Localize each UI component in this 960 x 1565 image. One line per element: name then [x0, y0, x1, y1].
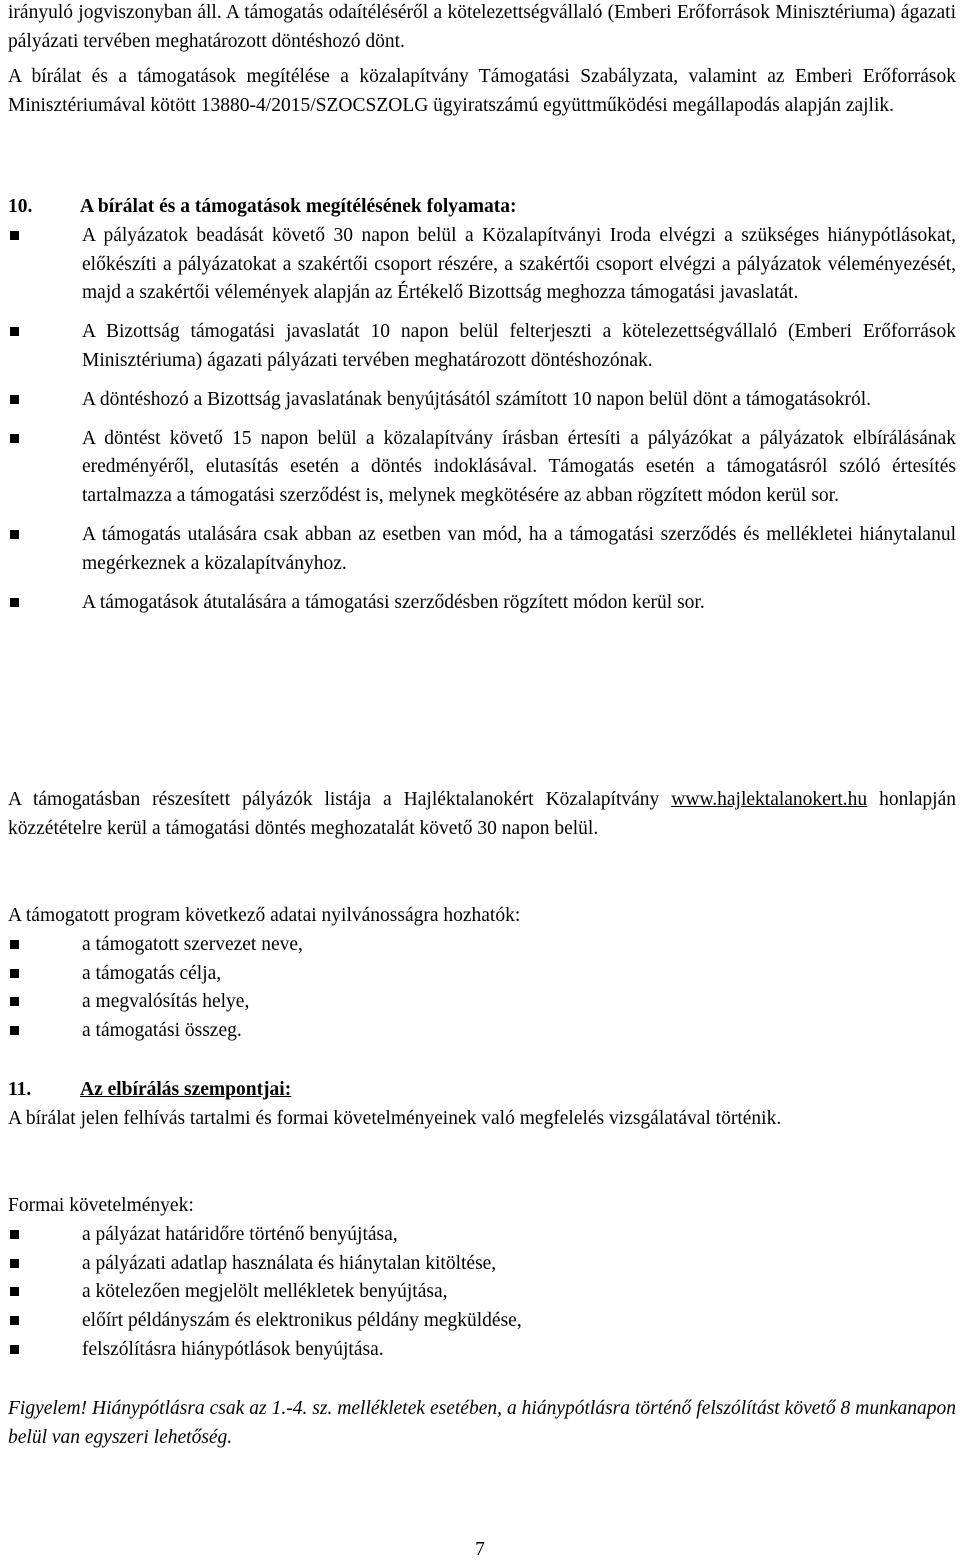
section-10 [8, 193, 956, 627]
list-item: a kötelezően megjelölt mellékletek benyújtása, [8, 1278, 956, 1307]
intro-paragraph-2 [8, 63, 956, 121]
list-item: A döntéshozó a Bizottság javaslatának benyújtásától számított 10 napon belül dönt a támogatásokról. [8, 386, 956, 415]
website-link[interactable]: www.hajlektalanokert.hu [671, 789, 868, 810]
square-bullet-icon [10, 598, 19, 607]
section-number: 10. [8, 196, 33, 217]
list-item: a támogatott szervezet neve, [8, 931, 956, 960]
section-number: 11. [8, 1079, 32, 1100]
list-item: A Bizottság támogatási javaslatát 10 napon belül felterjeszti a kötelezettségvállaló (Emberi Erőforrások Minisztériuma) ágazati pályázati tervében meghatározott döntéshozónak. [8, 318, 956, 376]
section-heading [8, 193, 956, 222]
paragraph-text: A támogatásban részesített pályázók listája a Hajléktalanokért Közalapítvány www.hajlektalanokert.hu honlapján közzétételre kerül a támogatási döntés meghozatalát követő 30 napon belül. [8, 789, 956, 839]
square-bullet-icon [10, 231, 19, 240]
paragraph-text: irányuló jogviszonyban áll. A támogatás odaítéléséről a kötelezettségvállaló (Emberi Erőforrások Minisztériuma) ágazati pályázati tervében meghatározott döntéshozó dönt. [8, 2, 956, 52]
square-bullet-icon [10, 1345, 19, 1354]
list-item: a pályázati adatlap használata és hiánytalan kitöltése, [8, 1250, 956, 1279]
list-item: A támogatás utalására csak abban az esetben van mód, ha a támogatási szerződés és mellékletei hiánytalanul megérkeznek a közalapítványhoz. [8, 521, 956, 579]
public-data-section [8, 902, 956, 1046]
list-item: a támogatás célja, [8, 960, 956, 989]
process-list [8, 222, 956, 618]
section-11 [8, 1076, 956, 1134]
intro-paragraph-1 [8, 0, 956, 57]
paragraph-text: A bírálat és a támogatások megítélése a közalapítvány Támogatási Szabályzata, valamint az Emberi Erőforrások Minisztériumával kötött 13880-4/2015/SZOCSZOLG ügyiratszámú együttműködési megállapodás alapján zajlik. [8, 66, 956, 116]
notice-paragraph [8, 1395, 956, 1453]
square-bullet-icon [10, 395, 19, 404]
square-bullet-icon [10, 1230, 19, 1239]
list-item: a támogatási összeg. [8, 1017, 956, 1046]
section-title: Az elbírálás szempontjai: [80, 1079, 292, 1100]
paragraph-text: A bírálat jelen felhívás tartalmi és formai követelményeinek való megfelelés vizsgálatával történik. [8, 1107, 782, 1129]
list-item: A döntést követő 15 napon belül a közalapítvány írásban értesíti a pályázókat a pályázatok elbírálásának eredményéről, elutasítás esetén a döntés indoklásával. Támogatás esetén a támogatásról szóló értesítés tartalmazza a támogatási szerződést is, melynek megkötésére az abban rögzített módon kerül sor. [8, 425, 956, 511]
list-item: a megvalósítás helye, [8, 988, 956, 1017]
paragraph-text: A támogatott program következő adatai nyilvánosságra hozhatók: [8, 905, 521, 926]
formal-requirements [8, 1192, 956, 1365]
formal-requirements-list [8, 1221, 956, 1365]
square-bullet-icon [10, 327, 19, 336]
notice-text: Figyelem! Hiánypótlásra csak az 1.-4. sz. mellékletek esetében, a hiánypótlásra történő felszólítást követő 8 munkanapon belül van egyszeri lehetőség. [8, 1398, 956, 1448]
square-bullet-icon [10, 1287, 19, 1296]
square-bullet-icon [10, 997, 19, 1006]
list-item: a pályázat határidőre történő benyújtása, [8, 1221, 956, 1250]
square-bullet-icon [10, 1259, 19, 1268]
winners-list-paragraph [8, 786, 956, 844]
square-bullet-icon [10, 1026, 19, 1035]
section-heading [8, 1076, 956, 1105]
square-bullet-icon [10, 969, 19, 978]
list-item: felszólításra hiánypótlások benyújtása. [8, 1336, 956, 1365]
public-data-list [8, 931, 956, 1046]
square-bullet-icon [10, 1316, 19, 1325]
list-item: A támogatások átutalására a támogatási szerződésben rögzített módon kerül sor. [8, 589, 956, 618]
paragraph-text: Formai követelmények: [8, 1195, 194, 1216]
page-number: 7 [475, 1539, 485, 1560]
square-bullet-icon [10, 940, 19, 949]
list-item: A pályázatok beadását követő 30 napon belül a Közalapítványi Iroda elvégzi a szükséges hiánypótlásokat, előkészíti a pályázatokat a szakértői csoport részére, a szakértői csoport elvégzi a pályázatok véleményezését, majd a szakértői vélemények alapján az Értékelő Bizottság meghozza támogatási javaslatát. [8, 222, 956, 308]
square-bullet-icon [10, 530, 19, 539]
section-title: A bírálat és a támogatások megítélésének folyamata: [80, 196, 517, 217]
list-item: előírt példányszám és elektronikus példány megküldése, [8, 1307, 956, 1336]
square-bullet-icon [10, 434, 19, 443]
